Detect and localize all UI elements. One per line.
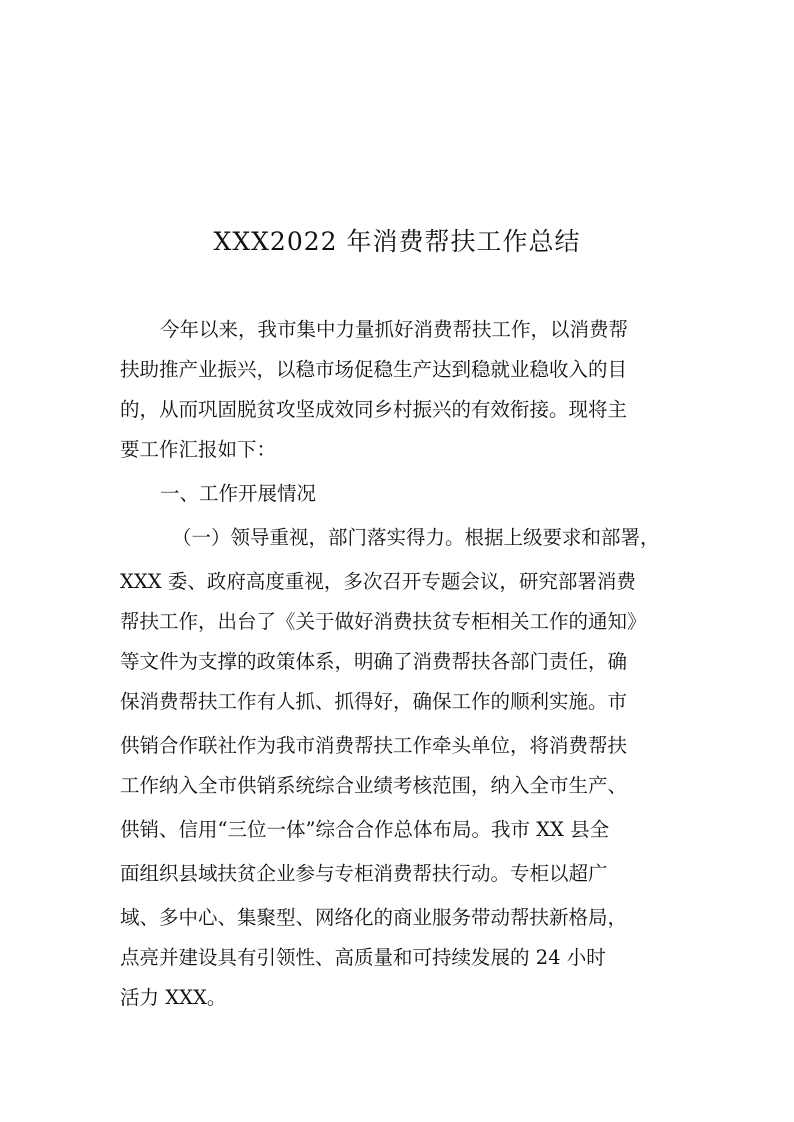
paragraph-line: 供销、信用“三位一体”综合合作总体布局。我市 XX 县全 xyxy=(120,818,610,841)
paragraph-line: 保消费帮扶工作有人抓、抓得好，确保工作的顺利实施。市 xyxy=(120,690,628,713)
paragraph-line: 要工作汇报如下： xyxy=(120,438,277,461)
paragraph-line: 活力 XXX。 xyxy=(120,986,227,1009)
paragraph-line: 点亮并建设具有引领性、高质量和可持续发展的 24 小时 xyxy=(120,946,606,969)
paragraph-line: （一）领导重视，部门落实得力。根据上级要求和部署， xyxy=(172,526,660,549)
paragraph-line: 面组织县域扶贫企业参与专柜消费帮扶行动。专柜以超广 xyxy=(120,862,608,885)
paragraph-line: 域、多中心、集聚型、网络化的商业服务带动帮扶新格局， xyxy=(120,906,628,929)
section-heading: 一、工作开展情况 xyxy=(160,482,317,505)
paragraph-line: 扶助推产业振兴，以稳市场促稳生产达到稳就业稳收入的目 xyxy=(120,358,628,381)
document-title: XXX2022 年消费帮扶工作总结 xyxy=(213,227,581,256)
paragraph-line: 等文件为支撑的政策体系，明确了消费帮扶各部门责任，确 xyxy=(120,650,628,673)
paragraph-line: 的，从而巩固脱贫攻坚成效同乡村振兴的有效衔接。现将主 xyxy=(120,398,628,421)
paragraph-line: 帮扶工作，出台了《关于做好消费扶贫专柜相关工作的通知》 xyxy=(120,610,647,633)
paragraph-line: 供销合作联社作为我市消费帮扶工作牵头单位，将消费帮扶 xyxy=(120,734,628,757)
paragraph-line: XXX 委、政府高度重视，多次召开专题会议，研究部署消费 xyxy=(120,570,636,593)
paragraph-line: 工作纳入全市供销系统综合业绩考核范围，纳入全市生产、 xyxy=(120,774,628,797)
paragraph-line: 今年以来，我市集中力量抓好消费帮扶工作，以消费帮 xyxy=(160,318,629,341)
